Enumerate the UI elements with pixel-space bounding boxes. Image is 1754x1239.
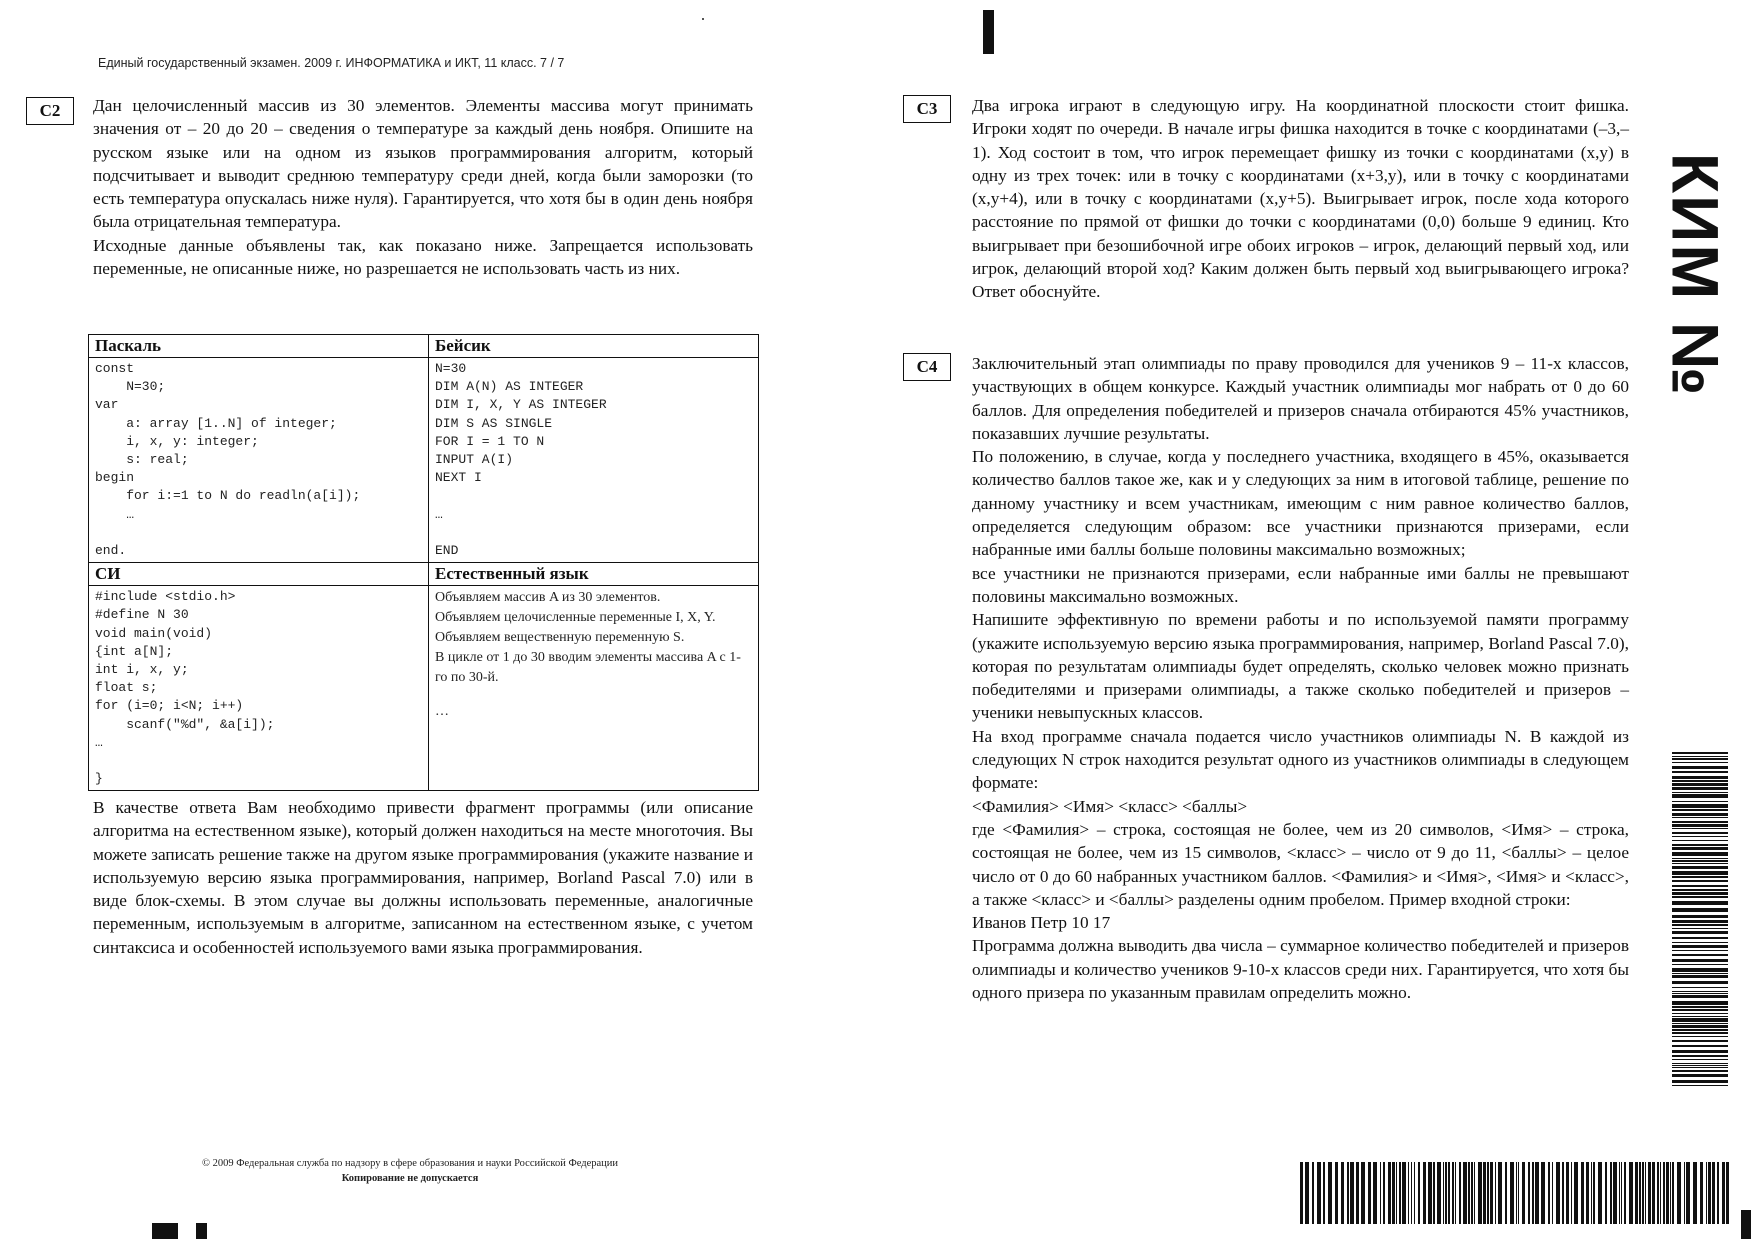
barcode-bar [1532, 1162, 1534, 1224]
barcode-bar [1535, 1162, 1539, 1224]
c2-answer-paragraph: В качестве ответа Вам необходимо привести фрагмент программы (или описание алгоритма на естественном языке), который должен находиться на месте многоточия. Вы можете записать решение также на другом языке программирования (укажите название и используемую версию языка программирования, например, Borland Pascal 7.0) или в виде блок-схемы. В этом случае вы должны использовать переменные, аналогичные переменным, используемым в алгоритме, записанном на естественном языке, с учетом синтаксиса и особенностей используемого вами языка программирования. [93, 798, 753, 957]
barcode-bar [1672, 771, 1728, 773]
task-label-c2: C2 [26, 97, 74, 125]
barcode-bar [1672, 968, 1728, 972]
barcode-bar [1392, 1162, 1395, 1224]
barcode-bar [1305, 1162, 1309, 1224]
barcode-bar [1672, 915, 1728, 918]
footer-line-2: Копирование не допускается [341, 1173, 479, 1184]
c4-paragraph-1: Заключительный этап олимпиады по праву проводился для учеников 9 – 11-х классов, участвующих в общем конкурсе. Каждый участник олимпиады мог набрать от 0 до 60 баллов. Для определения победителей и призеров сначала отбираются 45% участников, показавших лучшие результаты. [972, 354, 1629, 443]
barcode-bar [1672, 1009, 1728, 1011]
barcode-bar [1566, 1162, 1569, 1224]
barcode-bar [1586, 1162, 1589, 1224]
barcode-bar [1350, 1162, 1354, 1224]
barcode-bar [1672, 776, 1728, 779]
natural-language-header: Естественный язык [429, 563, 759, 586]
basic-header: Бейсик [429, 335, 759, 358]
barcode-bar [1383, 1162, 1385, 1224]
basic-code: N=30 DIM A(N) AS INTEGER DIM I, X, Y AS INTEGER DIM S AS SINGLE FOR I = 1 TO N INPUT A(I) NEXT I … END [435, 361, 607, 559]
task-label-c3: C3 [903, 95, 951, 123]
c4-example-line: Иванов Петр 10 17 [972, 913, 1111, 933]
barcode-bar [1672, 1040, 1728, 1042]
barcode-bar [1423, 1162, 1426, 1224]
c2-paragraph-2: Исходные данные объявлены так, как показано ниже. Запрещается использовать переменные, не описанные ниже, но разрешается не использовать часть из них. [93, 235, 753, 279]
c2-intro [93, 94, 753, 280]
barcode-bar [1312, 1162, 1314, 1224]
barcode-bar [1619, 1162, 1620, 1224]
barcode-bar [1672, 942, 1728, 943]
barcode-bar [1672, 991, 1728, 992]
natural-line: Объявляем целочисленные переменные I, X, Y. [435, 610, 716, 626]
barcode-bar [1317, 1162, 1321, 1224]
barcode-bar [1672, 824, 1728, 827]
barcode-bar [1672, 840, 1728, 841]
horizontal-barcode [1300, 1162, 1736, 1224]
barcode-bar [1388, 1162, 1391, 1224]
barcode-bar [1562, 1162, 1564, 1224]
c4-text [972, 352, 1629, 1004]
barcode-bar [1672, 766, 1728, 769]
barcode-bar [1672, 1029, 1728, 1031]
barcode-bar [1712, 1162, 1715, 1224]
barcode-bar [1672, 758, 1728, 760]
barcode-bar [1672, 981, 1728, 984]
c-header: СИ [89, 563, 429, 586]
natural-line: В цикле от 1 до 30 вводим элементы массива A с 1-го по 30-й. [435, 650, 741, 686]
barcode-bar [1672, 928, 1728, 929]
barcode-bar [1471, 1162, 1473, 1224]
barcode-bar [1672, 813, 1728, 816]
barcode-bar [1672, 1013, 1728, 1014]
barcode-bar [1672, 752, 1728, 754]
c4-paragraph-5: На вход программе сначала подается число участников олимпиады N. В каждой из следующих N строк находится результат одного из участников олимпиады в следующем формате: [972, 726, 1629, 793]
barcode-bar [1672, 817, 1728, 818]
barcode-bar [1672, 993, 1728, 994]
barcode-bar [1639, 1162, 1641, 1224]
barcode-bar [1672, 836, 1728, 837]
barcode-bar [1380, 1162, 1381, 1224]
barcode-bar [1708, 1162, 1711, 1224]
barcode-bar [1478, 1162, 1482, 1224]
barcode-bar [1593, 1162, 1595, 1224]
barcode-bar [1452, 1162, 1454, 1224]
barcode-bar [1672, 852, 1728, 856]
barcode-bar [1672, 892, 1728, 895]
barcode-bar [1672, 1074, 1728, 1077]
task-label-c4: C4 [903, 353, 951, 381]
barcode-bar [1672, 964, 1728, 965]
barcode-bar [1624, 1162, 1626, 1224]
c4-paragraph-3: все участники не признаются призерами, если набранные ими баллы не превышают половины максимально возможных. [972, 563, 1629, 606]
barcode-bar [1726, 1162, 1729, 1224]
c-code: #include <stdio.h> #define N 30 void main(void) {int a[N]; int i, x, y; float s; for (i=0; i<N; i++) scanf("%d", &a[i]); … } [95, 589, 275, 787]
barcode-bar [1373, 1162, 1377, 1224]
barcode-bar [1621, 1162, 1622, 1224]
barcode-bar [1591, 1162, 1592, 1224]
natural-line: Объявляем массив A из 30 элементов. [435, 590, 661, 606]
barcode-bar [1541, 1162, 1545, 1224]
barcode-bar [1672, 924, 1728, 926]
barcode-bar [1443, 1162, 1444, 1224]
barcode-bar [1323, 1162, 1325, 1224]
barcode-bar [1672, 756, 1728, 757]
barcode-bar [1672, 809, 1728, 811]
pascal-code: const N=30; var a: array [1..N] of integer; i, x, y: integer; s: real; begin for i:=1 to N do readln(a[i]); … end. [95, 361, 361, 559]
barcode-bar [1672, 1085, 1728, 1086]
barcode-bar [1672, 871, 1728, 875]
barcode-bar [1672, 828, 1728, 829]
barcode-bar [1518, 1162, 1519, 1224]
registration-mark-bottom-right [1741, 1210, 1751, 1239]
barcode-bar [1522, 1162, 1525, 1224]
barcode-bar [1672, 1023, 1728, 1024]
barcode-bar [1474, 1162, 1475, 1224]
barcode-bar [1574, 1162, 1578, 1224]
natural-ellipsis: … [435, 704, 449, 720]
barcode-bar [1672, 1063, 1728, 1064]
barcode-bar [1672, 1080, 1728, 1083]
barcode-bar [1672, 1067, 1728, 1068]
pascal-header: Паскаль [89, 335, 429, 358]
barcode-bar [1672, 801, 1728, 802]
barcode-bar [1672, 1065, 1728, 1066]
barcode-bar [1672, 1025, 1728, 1028]
barcode-bar [1672, 937, 1728, 939]
barcode-bar [1670, 1162, 1671, 1224]
barcode-bar [1672, 847, 1728, 850]
barcode-bar [1648, 1162, 1651, 1224]
barcode-bar [1700, 1162, 1703, 1224]
barcode-bar [1663, 1162, 1665, 1224]
barcode-bar [1490, 1162, 1493, 1224]
barcode-bar [1418, 1162, 1420, 1224]
barcode-bar [1652, 1162, 1655, 1224]
barcode-bar [1672, 901, 1728, 905]
barcode-bar [1672, 783, 1728, 786]
barcode-bar [1433, 1162, 1435, 1224]
barcode-bar [1645, 1162, 1646, 1224]
barcode-bar [1528, 1162, 1530, 1224]
barcode-bar [1672, 945, 1728, 948]
barcode-bar [1672, 866, 1728, 869]
barcode-bar [1672, 1050, 1728, 1053]
barcode-bar [1672, 1045, 1728, 1047]
barcode-bar [1581, 1162, 1584, 1224]
barcode-bar [1672, 1032, 1728, 1034]
barcode-bar [1571, 1162, 1572, 1224]
barcode-bar [1605, 1162, 1607, 1224]
barcode-bar [1347, 1162, 1349, 1224]
c3-text [972, 94, 1629, 304]
barcode-bar [1672, 959, 1728, 962]
barcode-bar [1672, 1001, 1728, 1005]
barcode-bar [1445, 1162, 1447, 1224]
barcode-bar [1463, 1162, 1467, 1224]
barcode-bar [1672, 908, 1728, 912]
barcode-bar [1402, 1162, 1406, 1224]
barcode-bar [1672, 858, 1728, 859]
barcode-bar [1672, 975, 1728, 978]
barcode-bar [1672, 804, 1728, 808]
barcode-bar [1672, 896, 1728, 898]
barcode-bar [1672, 1018, 1728, 1022]
barcode-bar [1510, 1162, 1514, 1224]
barcode-bar [1672, 995, 1728, 998]
barcode-bar [1408, 1162, 1409, 1224]
c3-paragraph: Два игрока играют в следующую игру. На координатной плоскости стоит фишка. Игроки ходят по очереди. В начале игры фишка находится в точке с координатами (–3,–1). Ход состоит в том, что игрок перемещает фишку из точки с координатами (x,y) в одну из трех точек: или в точку с координатами (x+3,y), или в точку с координатами (x,y+4), или в точку с координатами (x,y+5). Выигрывает игрок, после хода которого расстояние по прямой от фишки до точки с координатами (0,0) больше 9 единиц. Кто выигрывает при безошибочной игре обоих игроков – игрок, делающий первый ход, или игрок, делающий второй ход? Каким должен быть первый ход выигрывающего игрока? Ответ обоснуйте. [972, 96, 1629, 302]
barcode-bar [1672, 844, 1728, 846]
c2-paragraph-1: Дан целочисленный массив из 30 элементов. Элементы массива могут принимать значения от – 20 до 20 – сведения о температуре за каждый день ноября. Опишите на русском языке или на одном из языков программирования алгоритм, который подсчитывает и выводит среднюю температуру среди дней, когда были заморозки (то есть температура опускалась ниже нуля). Гарантируется, что хотя бы в один день ноября была отрицательная температура. [93, 96, 753, 232]
barcode-bar [1672, 832, 1728, 834]
barcode-bar [1468, 1162, 1470, 1224]
kim-stamp-text: КИМ № [1658, 152, 1733, 398]
barcode-bar [1660, 1162, 1661, 1224]
barcode-bar [1672, 780, 1728, 782]
barcode-bar [1341, 1162, 1344, 1224]
c4-paragraph-4: Напишите эффективную по времени работы и по используемой памяти программу (укажите используемую версию языка программирования, например, Borland Pascal 7.0), которая по результатам олимпиады будет определять, сколько человек можно признать победителями и призерами олимпиады, а также сколько победителей и призеров – ученики невыпускных классов. [972, 610, 1629, 723]
barcode-bar [1672, 876, 1728, 878]
c4-paragraph-9: Программа должна выводить два числа – суммарное количество победителей и призеров олимпиады и количество учеников 9-10-х классов среди них. Гарантируется, что хотя бы одного призера по указанным правилам определить можно. [972, 936, 1629, 1003]
natural-language-description [435, 588, 752, 722]
barcode-bar [1399, 1162, 1401, 1224]
barcode-bar [1672, 1059, 1728, 1060]
barcode-bar [1672, 920, 1728, 923]
barcode-bar [1677, 1162, 1681, 1224]
barcode-bar [1672, 863, 1728, 864]
barcode-bar [1356, 1162, 1359, 1224]
barcode-bar [1629, 1162, 1633, 1224]
barcode-bar [1300, 1162, 1303, 1224]
barcode-bar [1328, 1162, 1332, 1224]
barcode-bar [1672, 1006, 1728, 1008]
barcode-bar [1459, 1162, 1461, 1224]
barcode-bar [1610, 1162, 1612, 1224]
barcode-bar [1548, 1162, 1550, 1224]
copyright-footer [130, 1156, 690, 1186]
registration-mark-bottom-left [152, 1223, 178, 1239]
barcode-bar [1505, 1162, 1507, 1224]
barcode-bar [1396, 1162, 1397, 1224]
barcode-bar [1686, 1162, 1690, 1224]
barcode-bar [1672, 1070, 1728, 1072]
barcode-bar [1414, 1162, 1415, 1224]
natural-line: Объявляем вещественную переменную S. [435, 630, 685, 646]
barcode-bar [1672, 792, 1728, 793]
barcode-bar [1672, 987, 1728, 988]
barcode-bar [1672, 1016, 1728, 1017]
registration-mark-bottom-left-2 [196, 1223, 207, 1239]
barcode-bar [1722, 1162, 1725, 1224]
kim-number-stamp [1640, 152, 1750, 398]
barcode-bar [1613, 1162, 1617, 1224]
barcode-bar [1672, 762, 1728, 763]
barcode-bar [1483, 1162, 1486, 1224]
barcode-bar [1552, 1162, 1553, 1224]
barcode-bar [1666, 1162, 1669, 1224]
barcode-bar [1635, 1162, 1638, 1224]
barcode-bar [1672, 1055, 1728, 1057]
c4-paragraph-2: По положению, в случае, когда у последнего участника, входящего в 45%, оказывается количество баллов такое же, как и у следующих за ним в итоговой таблице, решение по данному участнику и всем участникам, имеющим с ним равное количество баллов, определяется следующим образом: все участники признаются призерами, если набранные ими баллы больше половины максимально возможных; [972, 447, 1629, 560]
barcode-bar [1642, 1162, 1644, 1224]
c2-answer-instructions [93, 796, 753, 959]
barcode-bar [1672, 931, 1728, 934]
barcode-bar [1335, 1162, 1338, 1224]
barcode-bar [1706, 1162, 1707, 1224]
barcode-bar [1437, 1162, 1441, 1224]
footer-line-1: © 2009 Федеральная служба по надзору в сфере образования и науки Российской Федерации [201, 1158, 619, 1169]
dust-dot [702, 18, 704, 20]
barcode-bar [1672, 794, 1728, 798]
barcode-bar [1487, 1162, 1489, 1224]
barcode-bar [1498, 1162, 1502, 1224]
barcode-bar [1672, 821, 1728, 823]
barcode-bar [1672, 950, 1728, 951]
barcode-bar [1657, 1162, 1659, 1224]
barcode-bar [1556, 1162, 1560, 1224]
barcode-bar [1672, 880, 1728, 882]
barcode-bar [1598, 1162, 1602, 1224]
barcode-bar [1672, 889, 1728, 891]
vertical-barcode [1672, 752, 1728, 1092]
page-header: Единый государственный экзамен. 2009 г. ИНФОРМАТИКА и ИКТ, 11 класс. 7 / 7 [98, 56, 565, 70]
barcode-bar [1411, 1162, 1412, 1224]
barcode-bar [1672, 787, 1728, 790]
barcode-bar [1495, 1162, 1496, 1224]
c4-paragraph-7: где <Фамилия> – строка, состоящая не более, чем из 20 символов, <Имя> – строка, состоящая не более, чем из 15 символов, <класс> – число от 9 до 11, <баллы> – целое число от 0 до 60 набранных участником баллов. <Фамилия> и <Имя>, <Имя> и <класс>, а также <класс> и <баллы> разделены одним пробелом. Пример входной строки: [972, 819, 1629, 909]
barcode-bar [1428, 1162, 1432, 1224]
barcode-bar [1672, 885, 1728, 887]
barcode-bar [1368, 1162, 1371, 1224]
barcode-bar [1717, 1162, 1719, 1224]
c4-input-format: <Фамилия> <Имя> <класс> <баллы> [972, 796, 1248, 816]
barcode-bar [1684, 1162, 1685, 1224]
registration-mark-top [983, 10, 994, 54]
barcode-bar [1672, 1036, 1728, 1037]
barcode-bar [1672, 954, 1728, 956]
barcode-bar [1361, 1162, 1365, 1224]
barcode-bar [1672, 973, 1728, 974]
barcode-bar [1455, 1162, 1456, 1224]
barcode-bar [1516, 1162, 1517, 1224]
barcode-bar [1448, 1162, 1450, 1224]
code-table [88, 334, 759, 791]
barcode-bar [1672, 1162, 1674, 1224]
barcode-bar [1693, 1162, 1697, 1224]
barcode-bar [1672, 860, 1728, 862]
